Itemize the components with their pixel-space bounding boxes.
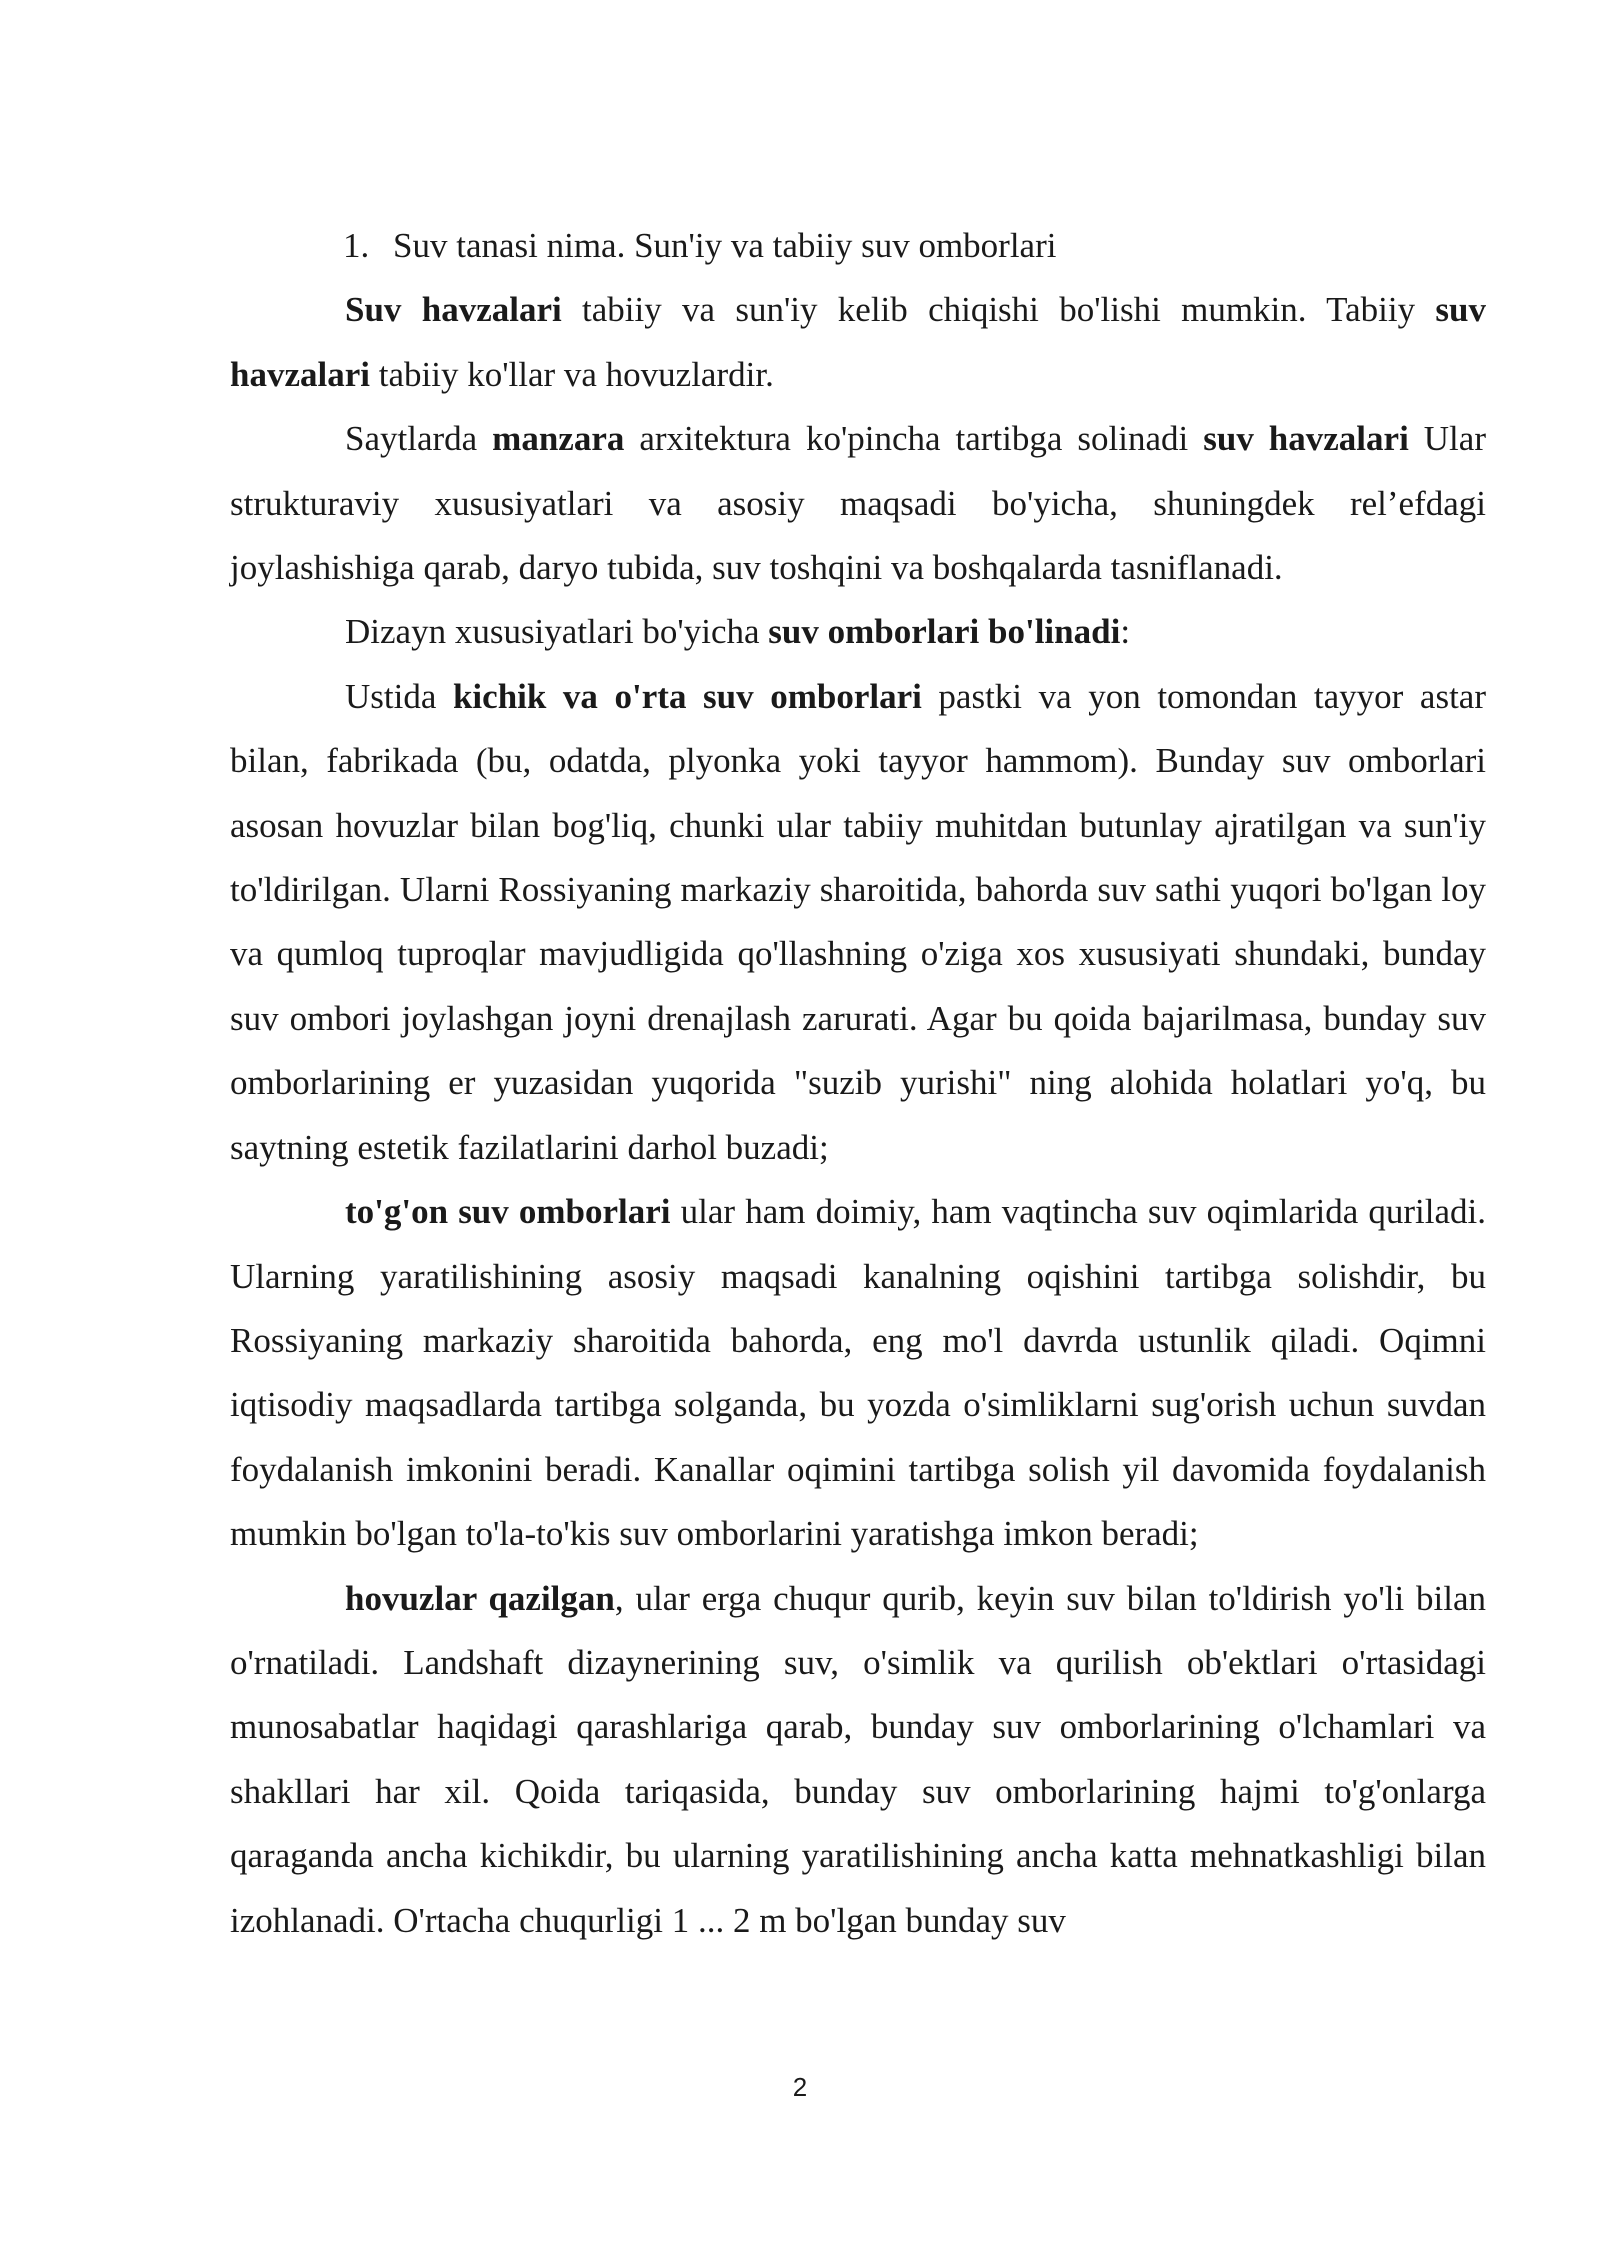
section-heading: [230, 214, 1486, 278]
bold-term: suv havzalari: [230, 290, 1486, 394]
text-run: tabiiy va sun'iy kelib chiqishi bo'lishi mumkin. Tabiiy: [561, 290, 1436, 330]
paragraph-small-reservoirs: [230, 665, 1486, 1180]
page-number: 2: [792, 2072, 808, 2102]
text-run: Saytlarda: [345, 419, 493, 459]
text-run: pastki va yon tomondan tayyor astar bilan, fabrikada (bu, odatda, plyonka yoki tayyor hammom). Bunday suv omborlari asosan hovuzlar bilan bog'liq, chunki ular tabiiy muhitdan butunlay ajratilgan va sun'iy to'ldirilgan. Ularni Rossiyaning markaziy sharoitida, bahorda suv sathi yuqori bo'lgan loy va qumloq tuproqlar mavjudligida qo'llashning o'ziga xos xususiyati shundaki, bunday suv ombori joylashgan joyni drenajlash zarurati. Agar bu qoida bajarilmasa, bunday suv omborlarining er yuzasidan yuqorida "suzib yurishi" ning alohida holatlari yo'q, bu saytning estetik fazilatlarini darhol buzadi;: [230, 676, 1486, 1167]
bold-term: suv omborlari bo'linadi: [768, 612, 1121, 652]
bold-term: manzara: [492, 419, 625, 459]
text-run: Dizayn xususiyatlari bo'yicha: [345, 612, 769, 652]
bold-term: hovuzlar qazilgan: [345, 1578, 615, 1618]
paragraph-landscape: [230, 407, 1486, 600]
text-run: , ular erga chuqur qurib, keyin suv bilan to'ldirish yo'li bilan o'rnatiladi. Landshaft dizaynerining suv, o'simlik va qurilish ob'ektlari o'rtasidagi munosabatlar haqidagi qarashlariga qarab, bunday suv omborlarining o'lchamlari va shakllari har xil. Qoida tariqasida, bunday suv omborlarining hajmi to'g'onlarga qaraganda ancha kichikdir, bu ularning yaratilishining ancha katta mehnatkashligi bilan izohlanadi. O'rtacha chuqurligi 1 ... 2 m bo'lgan bunday suv: [230, 1578, 1486, 1940]
bold-term: kichik va o'rta suv omborlari: [452, 676, 922, 716]
text-run: :: [1120, 612, 1131, 652]
page-content: [230, 214, 1486, 1953]
paragraph-dug-ponds: [230, 1567, 1486, 1953]
paragraph-dam-reservoirs: [230, 1180, 1486, 1566]
text-run: ular ham doimiy, ham vaqtincha suv oqimlarida quriladi. Ularning yaratilishining asosiy maqsadi kanalning oqishini tartibga solishdir, bu Rossiyaning markaziy sharoitida bahorda, eng mo'l davrda ustunlik qiladi. Oqimni iqtisodiy maqsadlarda tartibga solganda, bu yozda o'simliklarni sug'orish uchun suvdan foydalanish imkonini beradi. Kanallar oqimini tartibga solish yil davomida foydalanish mumkin bo'lgan to'la-to'kis suv omborlarini yaratishga imkon beradi;: [230, 1192, 1486, 1554]
paragraph-water-bodies: [230, 278, 1486, 407]
text-run: Ustida: [345, 676, 453, 716]
paragraph-design-features: [230, 600, 1486, 664]
text-run: arxitektura ko'pincha tartibga solinadi: [624, 419, 1204, 459]
text-run: tabiiy ko'llar va hovuzlardir.: [369, 354, 774, 394]
bold-term: Suv havzalari: [345, 290, 562, 330]
heading-number: 1.: [343, 226, 370, 265]
bold-term: suv havzalari: [1203, 419, 1409, 459]
text-run: Ular strukturaviy xususiyatlari va asosiy maqsadi bo'yicha, shuningdek rel’efdagi joylashishiga qarab, daryo tubida, suv toshqini va boshqalarda tasniflanadi.: [230, 419, 1486, 588]
bold-term: to'g'on suv omborlari: [345, 1192, 671, 1232]
heading-text: Suv tanasi nima. Sun'iy va tabiiy suv omborlari: [393, 226, 1057, 265]
